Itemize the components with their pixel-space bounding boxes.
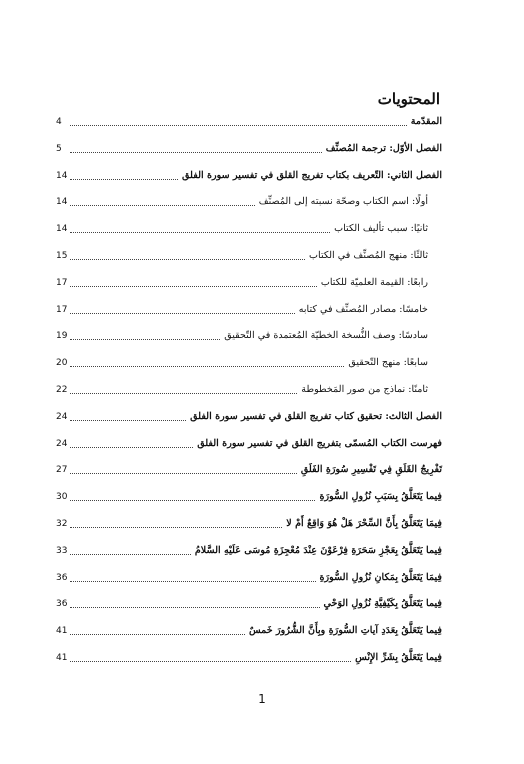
dot-leader xyxy=(70,518,282,528)
toc-entry-title: فِيما يَتَعَلَّقُ بِعَجْزِ سَحَرَةِ فِرْعَوْنَ عِنْدَ مُعْجِزَةِ مُوسَى عَلَيْهِ السَّلامُ xyxy=(194,544,442,556)
toc-entry-page: 24 xyxy=(56,411,68,422)
toc-entry-page: 14 xyxy=(56,197,68,208)
toc-entry-title: ثامنًا: نماذج من صور المَخطوطة xyxy=(301,383,428,395)
dot-leader xyxy=(70,277,317,287)
toc-entry-page: 17 xyxy=(56,304,68,315)
toc-entry-title: سابعًا: منهج التّحقيق xyxy=(348,357,428,369)
toc-entry-page: 24 xyxy=(56,438,68,449)
toc-entry-title: خامسًا: مصادر المُصنِّف في كتابه xyxy=(298,303,428,315)
dot-leader xyxy=(70,545,191,555)
toc-entry-title: تَفْرِيجُ القَلَقِ فِي تَفْسِيرِ سُورَةِ الفَلَقِ xyxy=(300,464,442,476)
toc-entry-title: الفصل الثالث: تحقيق كتاب تفريج القلق في تفسير سورة الفلق xyxy=(190,410,442,422)
toc-entry xyxy=(56,438,442,465)
toc-entry xyxy=(56,223,442,250)
dot-leader xyxy=(70,223,330,233)
toc-entry xyxy=(56,572,442,599)
toc-entry-page: 41 xyxy=(56,626,68,637)
toc-entry xyxy=(56,250,442,277)
dot-leader xyxy=(70,411,186,421)
toc-entry xyxy=(56,518,442,545)
toc-entry xyxy=(56,170,442,197)
toc-entry xyxy=(56,116,442,143)
toc-entry-title: ثالثًا: منهج المُصنِّف في الكتاب xyxy=(308,249,428,261)
dot-leader xyxy=(70,384,297,394)
toc-entry xyxy=(56,464,442,491)
toc-entry xyxy=(56,384,442,411)
toc-entry xyxy=(56,143,442,170)
toc-entry-page: 15 xyxy=(56,250,68,261)
toc-entry-page: 19 xyxy=(56,331,68,342)
toc-entry xyxy=(56,545,442,572)
toc-entry-title: المقدّمة xyxy=(410,116,442,127)
dot-leader xyxy=(70,625,245,635)
dot-leader xyxy=(70,464,297,474)
toc-entry-page: 20 xyxy=(56,358,68,369)
toc-entry xyxy=(56,625,442,652)
dot-leader xyxy=(70,250,305,260)
toc-entry xyxy=(56,330,442,357)
toc-entry-page: 5 xyxy=(56,143,62,154)
dot-leader xyxy=(70,116,407,126)
dot-leader xyxy=(70,143,322,153)
dot-leader xyxy=(70,438,193,448)
dot-leader xyxy=(70,170,178,180)
toc-entry-title: فِيمَا يَتَعَلَّقُ بِأَنَّ السِّحْرَ هَلْ هُوَ وَاقِعٌ أَمْ لا xyxy=(286,517,442,529)
toc-entry-title: أولًا: اسم الكتاب وصحّة نسبته إلى المُصنِّف xyxy=(258,196,428,208)
dot-leader xyxy=(70,357,344,367)
toc-entry-title: ثانيًا: سبب تأليف الكتاب xyxy=(334,223,428,235)
table-of-contents xyxy=(56,116,442,679)
dot-leader xyxy=(70,598,320,608)
toc-entry-title: الفصل الثاني: التّعريف بكتاب تفريج القلق في تفسير سورة الفلق xyxy=(182,169,442,181)
page-number: 1 xyxy=(258,692,266,706)
toc-entry-page: 14 xyxy=(56,170,68,181)
toc-entry-page: 4 xyxy=(56,117,62,127)
dot-leader xyxy=(70,304,295,314)
dot-leader xyxy=(70,330,220,340)
dot-leader xyxy=(70,196,255,206)
toc-entry-page: 17 xyxy=(56,277,68,288)
toc-entry-page: 41 xyxy=(56,652,68,663)
toc-entry-title: سادسًا: وصف النُّسخة الخطيّة المُعتمدة في التّحقيق xyxy=(224,330,428,342)
toc-entry-page: 27 xyxy=(56,465,68,476)
toc-entry xyxy=(56,196,442,223)
toc-entry-page: 36 xyxy=(56,599,68,610)
toc-entry xyxy=(56,277,442,304)
dot-leader xyxy=(70,572,316,582)
toc-entry-title: فِيما يَتَعَلَّقُ بِكَيْفِيَّةِ نُزُولِ الوَحْيِ xyxy=(323,598,442,610)
toc-entry-title: فهرست الكتاب المُسمّى بتفريج القلق في تفسير سورة الفلق xyxy=(197,437,442,449)
toc-heading: المحتويات xyxy=(377,90,440,108)
toc-entry-title: رابعًا: القيمة العلميّة للكتاب xyxy=(320,276,428,288)
toc-entry-page: 33 xyxy=(56,545,68,556)
dot-leader xyxy=(70,652,351,662)
toc-entry-title: فِيمَا يَتَعَلَّقُ بِمَكانِ نُزُولِ السُّورَةِ xyxy=(319,571,442,583)
toc-entry-title: فِيما يَتَعَلَّقُ بِشَرِّ الإِنْسِ xyxy=(355,651,442,663)
toc-entry xyxy=(56,491,442,518)
toc-entry xyxy=(56,411,442,438)
toc-entry-title: فِيما يَتَعَلَّقُ بِعَدَدِ آياتِ السُّورَةِ وبِأَنَّ الشُّرُورَ خَمسٌ xyxy=(248,625,442,637)
toc-entry-page: 36 xyxy=(56,572,68,583)
toc-entry-page: 32 xyxy=(56,518,68,529)
toc-entry xyxy=(56,357,442,384)
dot-leader xyxy=(70,491,315,501)
toc-entry xyxy=(56,598,442,625)
toc-entry xyxy=(56,304,442,331)
toc-entry-title: الفصل الأوّل: ترجمة المُصنِّف xyxy=(325,142,442,154)
toc-entry xyxy=(56,652,442,679)
toc-entry-page: 30 xyxy=(56,492,68,503)
toc-entry-title: فِيما يَتَعَلَّقُ بِسَبَبِ نُزُولِ السُّورَةِ xyxy=(319,491,442,503)
toc-entry-page: 22 xyxy=(56,384,68,395)
toc-entry-page: 14 xyxy=(56,224,68,235)
